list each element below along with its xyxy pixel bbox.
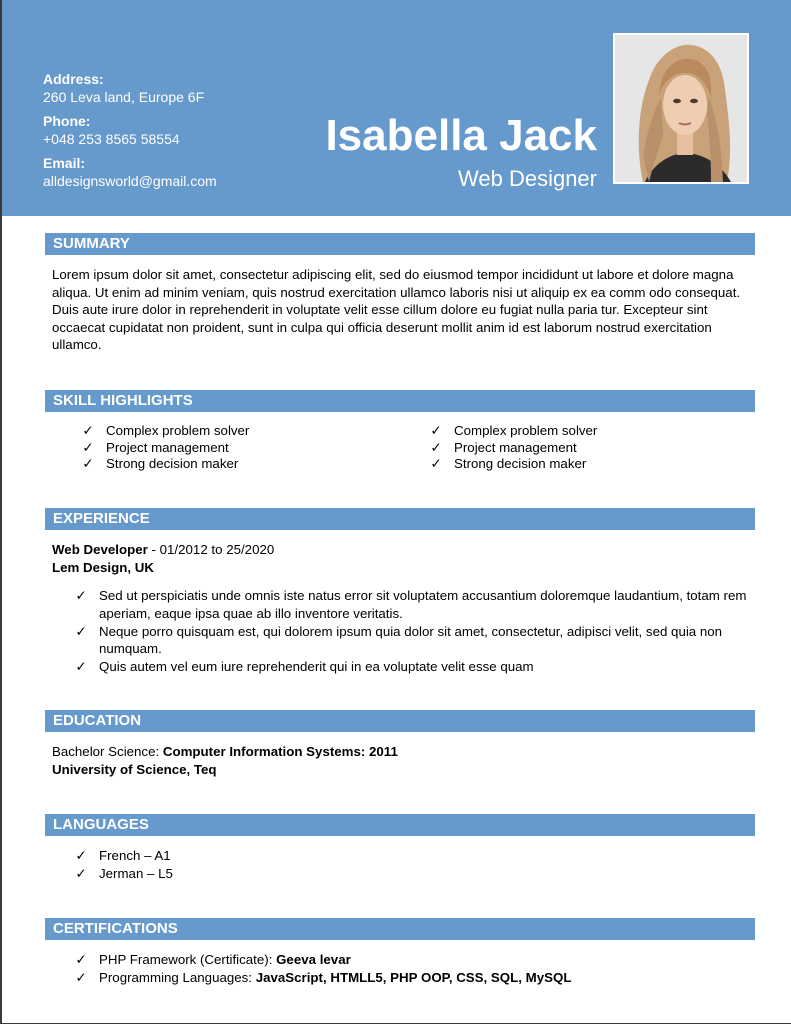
skill-label: Project management — [454, 439, 577, 455]
checkmark-icon: ✓ — [430, 423, 442, 438]
skills-list-left — [81, 423, 249, 473]
list-item — [81, 440, 249, 457]
phone-label: Phone: — [43, 113, 91, 129]
email-label: Email: — [43, 155, 86, 171]
checkmark-icon: ✓ — [82, 456, 94, 471]
skills-heading: SKILL HIGHLIGHTS — [45, 390, 755, 412]
checkmark-icon: ✓ — [430, 439, 442, 455]
bullet-text: Sed ut perspiciatis unde omnis iste natus error sit voluptatem accusantium doloremque laudantium, totam rem aperiam, eaque ipsa quae ab illo inventore veritatis. — [99, 588, 747, 621]
degree-value: Computer Information Systems: 2011 — [162, 744, 398, 759]
contact-block — [43, 71, 217, 197]
list-item — [74, 658, 749, 676]
summary-heading: SUMMARY — [45, 233, 755, 255]
checkmark-icon: ✓ — [75, 623, 87, 639]
cert-value: Geeva levar — [276, 952, 351, 967]
list-item — [81, 423, 249, 440]
certifications-heading: CERTIFICATIONS — [45, 918, 755, 940]
education-school: University of Science, Teq — [52, 762, 217, 777]
address-label: Address: — [43, 71, 104, 87]
phone-value: +048 253 8565 58554 — [43, 131, 180, 147]
experience-company: Lem Design, UK — [52, 560, 154, 575]
skill-label: Strong decision maker — [454, 456, 587, 471]
degree-prefix: Bachelor Science: — [52, 744, 163, 759]
list-item — [74, 969, 571, 987]
skill-label: Complex problem solver — [454, 423, 598, 438]
experience-role-line — [52, 541, 274, 559]
candidate-title: Web Designer — [458, 166, 597, 191]
summary-text: Lorem ipsum dolor sit amet, consectetur adipiscing elit, sed do eiusmod tempor incididunt ut labore et dolore magna aliqua. Ut enim ad minim veniam, quis nostrud exercitation ullamco laboris nisi ut aliquip ex ea comm odo consequat. Duis aute irure dolor in reprehenderit in voluptate velit esse cillum dolore eu fugiat nulla paria tur. Excepteur sint occaecat cupidatat non proident, sunt in culpa qui officia deserunt mollit anim id est laborum nostrud exercitation ullamco. — [52, 267, 741, 353]
bullet-text: Neque porro quisquam est, qui dolorem ipsum quia dolor sit amet, consectetur, adipisci velit, sed quia non numquam. — [99, 623, 723, 656]
profile-photo — [613, 33, 749, 184]
checkmark-icon: ✓ — [75, 952, 87, 967]
list-item — [429, 440, 597, 457]
cert-value: JavaScript, HTMLL5, PHP OOP, CSS, SQL, MySQL — [255, 970, 572, 985]
list-item — [81, 456, 249, 473]
checkmark-icon: ✓ — [75, 866, 87, 881]
languages-heading: LANGUAGES — [45, 814, 755, 836]
checkmark-icon: ✓ — [75, 848, 87, 863]
language-label: French – A1 — [99, 848, 171, 863]
skill-label: Strong decision maker — [106, 456, 239, 471]
checkmark-icon: ✓ — [430, 456, 442, 471]
experience-dates: - 01/2012 to 25/2020 — [147, 542, 275, 557]
list-item — [74, 847, 173, 865]
language-label: Jerman – L5 — [99, 866, 173, 881]
list-item — [74, 587, 749, 622]
list-item — [74, 623, 749, 658]
checkmark-icon: ✓ — [75, 588, 87, 603]
certifications-list — [74, 951, 571, 987]
education-heading: EDUCATION — [45, 710, 755, 732]
checkmark-icon: ✓ — [75, 659, 87, 674]
cert-prefix: Programming Languages: — [99, 970, 256, 985]
resume-header — [2, 0, 791, 216]
list-item — [429, 423, 597, 440]
email-value: alldesignsworld@gmail.com — [43, 173, 217, 189]
skill-label: Project management — [106, 439, 229, 455]
list-item — [429, 456, 597, 473]
experience-heading: EXPERIENCE — [45, 508, 755, 530]
experience-bullets — [74, 587, 749, 676]
address-value: 260 Leva land, Europe 6F — [43, 89, 205, 105]
skills-list-right — [429, 423, 597, 473]
skill-label: Complex problem solver — [106, 423, 250, 438]
experience-role: Web Developer — [52, 542, 148, 557]
candidate-name: Isabella Jack — [325, 111, 597, 160]
checkmark-icon: ✓ — [82, 423, 94, 438]
checkmark-icon: ✓ — [82, 439, 94, 455]
education-degree-line — [52, 743, 398, 761]
list-item — [74, 865, 173, 883]
list-item — [74, 951, 571, 969]
checkmark-icon: ✓ — [75, 970, 87, 985]
profile-photo-image — [615, 35, 747, 182]
cert-prefix: PHP Framework (Certificate): — [99, 952, 277, 967]
bullet-text: Quis autem vel eum iure reprehenderit qui in ea voluptate velit esse quam — [99, 659, 534, 674]
languages-list — [74, 847, 173, 883]
